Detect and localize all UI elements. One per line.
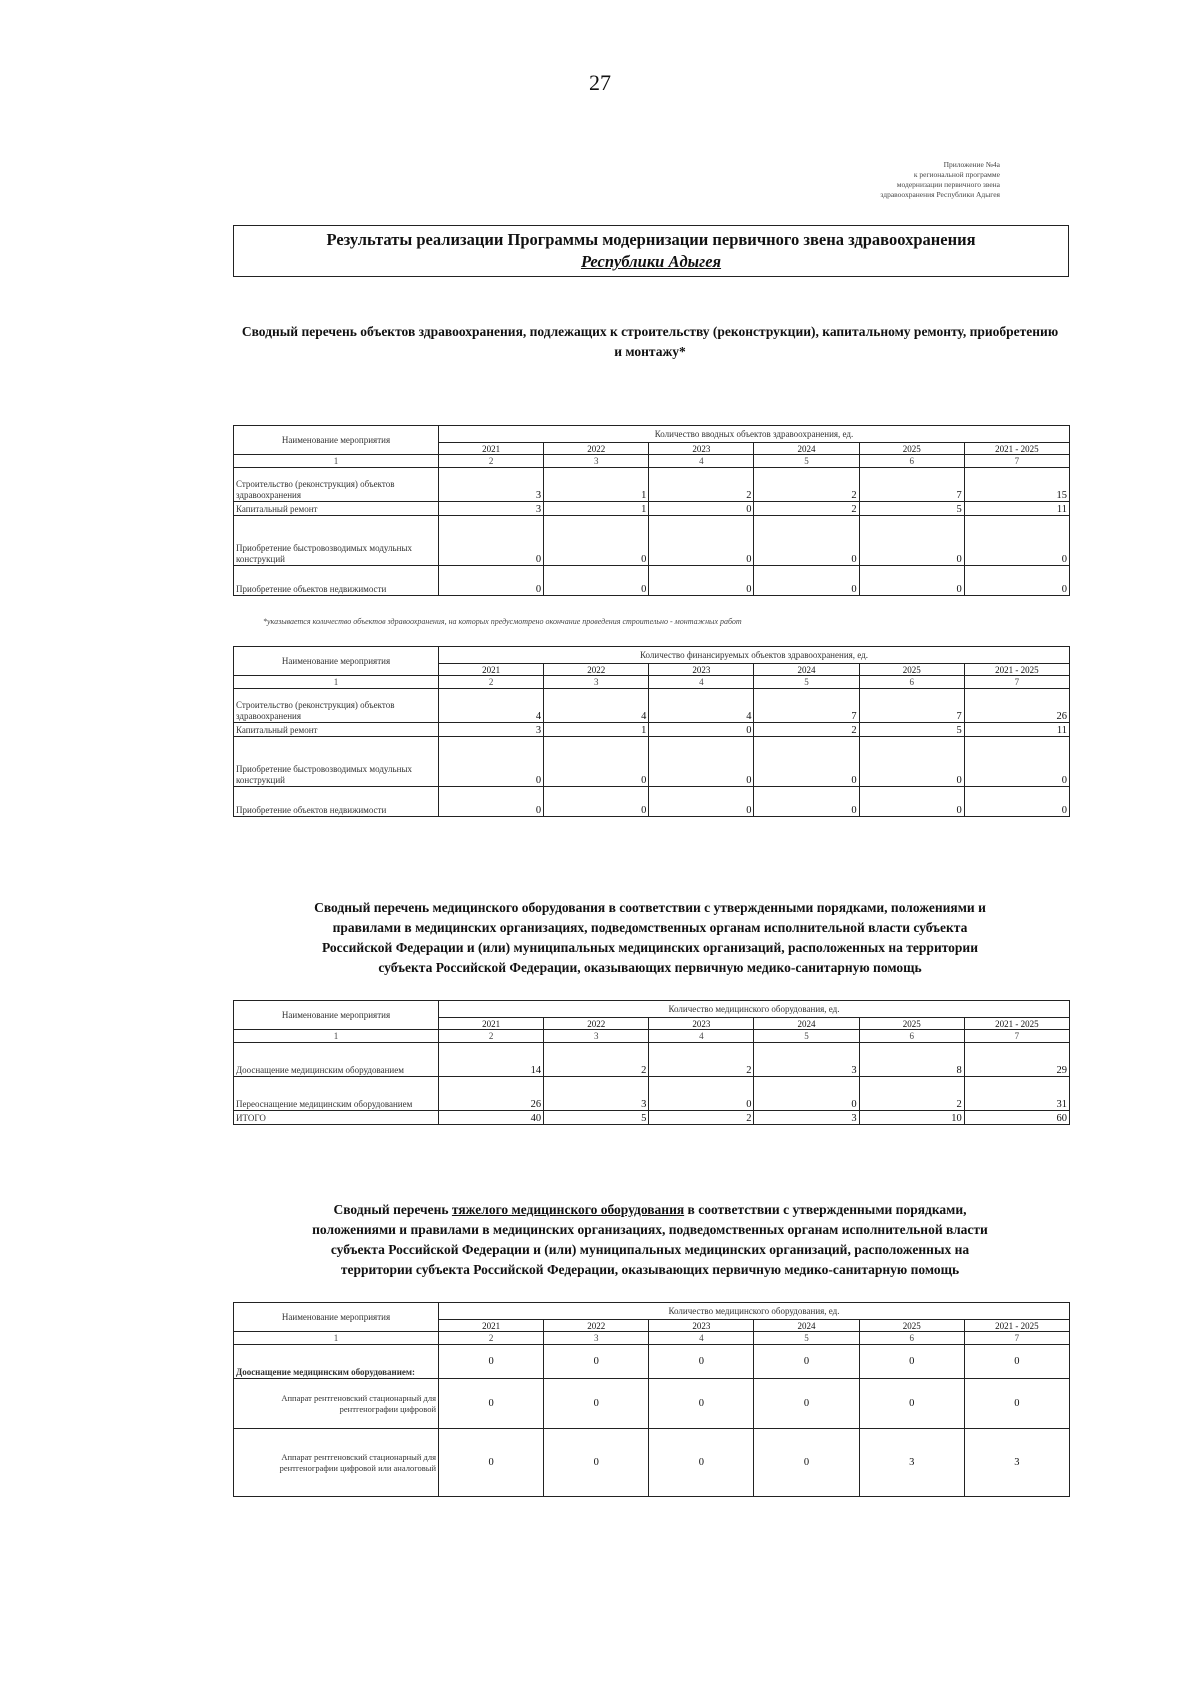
table-heavy-equipment: [233, 1302, 1070, 1497]
col-number: 4: [649, 455, 754, 468]
col-number: 3: [544, 1030, 649, 1043]
appendix-line: к региональной программе: [913, 170, 1000, 179]
year-cell: 2024: [754, 1319, 859, 1331]
col-header: Наименование мероприятия: [234, 647, 439, 676]
group-header: Количество медицинского оборудования, ед.: [439, 1001, 1070, 1018]
year-cell: 2024: [754, 663, 859, 675]
col-number: 6: [859, 676, 964, 689]
value-cell: 0: [859, 787, 964, 817]
col-number: 4: [649, 676, 754, 689]
col-number: 7: [964, 1332, 1069, 1345]
value-cell: 0: [754, 1429, 859, 1497]
col-number: 1: [234, 1332, 439, 1345]
value-cell: 3: [754, 1043, 859, 1077]
value-cell: 0: [859, 737, 964, 787]
year-cell: 2021: [439, 442, 544, 454]
col-number: 1: [234, 676, 439, 689]
value-cell: 0: [649, 502, 754, 516]
row-label: Аппарат рентгеновский стационарный для рентгенографии цифровой: [234, 1379, 439, 1429]
row-label: Приобретение объектов недвижимости: [234, 566, 439, 596]
col-number: 7: [964, 676, 1069, 689]
col-number: 5: [754, 1030, 859, 1043]
value-cell: 7: [859, 689, 964, 723]
heading-line: территории субъекта Российской Федерации, оказывающих первичную медико-санитарную помощь: [340, 1262, 960, 1277]
value-cell: 14: [439, 1043, 544, 1077]
value-cell: 11: [964, 502, 1069, 516]
value-cell: 1: [544, 723, 649, 737]
col-header: Наименование мероприятия: [234, 1001, 439, 1030]
value-cell: 0: [544, 737, 649, 787]
value-cell: 60: [964, 1111, 1069, 1125]
col-number: 5: [754, 455, 859, 468]
value-cell: 0: [439, 1345, 544, 1379]
table-row: [234, 737, 1070, 787]
value-cell: 0: [544, 1429, 649, 1497]
value-cell: 2: [754, 502, 859, 516]
row-label: Капитальный ремонт: [234, 502, 439, 516]
value-cell: 4: [439, 689, 544, 723]
year-cell: 2021: [439, 1017, 544, 1029]
col-number: 3: [544, 676, 649, 689]
row-label: Строительство (реконструкция) объектов здравоохранения: [234, 468, 439, 502]
value-cell: 0: [649, 566, 754, 596]
value-cell: 0: [649, 737, 754, 787]
value-cell: 0: [439, 787, 544, 817]
value-cell: 2: [754, 468, 859, 502]
value-cell: 26: [439, 1077, 544, 1111]
page-number: 27: [589, 70, 611, 95]
value-cell: 0: [754, 1077, 859, 1111]
row-label: Приобретение быстровозводимых модульных конструкций: [234, 737, 439, 787]
col-number: 6: [859, 1030, 964, 1043]
value-cell: 0: [964, 787, 1069, 817]
year-cell: 2023: [649, 442, 754, 454]
year-cell: 2021 - 2025: [964, 663, 1069, 675]
value-cell: 1: [544, 502, 649, 516]
year-cell: 2021 - 2025: [964, 442, 1069, 454]
value-cell: 0: [964, 1379, 1069, 1429]
value-cell: 1: [544, 468, 649, 502]
table-commissioned-objects: [233, 425, 1070, 596]
value-cell: 29: [964, 1043, 1069, 1077]
value-cell: 11: [964, 723, 1069, 737]
row-label: ИТОГО: [234, 1111, 439, 1125]
col-number: 2: [439, 1030, 544, 1043]
year-cell: 2024: [754, 1017, 859, 1029]
year-cell: 2022: [544, 442, 649, 454]
row-label: Строительство (реконструкция) объектов здравоохранения: [234, 689, 439, 723]
value-cell: 0: [544, 1345, 649, 1379]
year-cell: 2021 - 2025: [964, 1017, 1069, 1029]
value-cell: 0: [544, 1379, 649, 1429]
table-row: [234, 689, 1070, 723]
value-cell: 0: [964, 1345, 1069, 1379]
value-cell: 3: [439, 468, 544, 502]
value-cell: 0: [649, 723, 754, 737]
row-label: Переоснащение медицинским оборудованием: [234, 1077, 439, 1111]
value-cell: 26: [964, 689, 1069, 723]
value-cell: 10: [859, 1111, 964, 1125]
table-row: [234, 1077, 1070, 1111]
appendix-line: модернизации первичного звена: [896, 180, 1000, 189]
value-cell: 7: [859, 468, 964, 502]
heading-line: субъекта Российской Федерации и (или) муниципальных медицинских организаций, расположенных на: [330, 1242, 970, 1257]
row-label: Аппарат рентгеновский стационарный для рентгенографии цифровой или аналоговый: [234, 1429, 439, 1497]
appendix-block: [780, 160, 1000, 200]
year-cell: 2025: [859, 1319, 964, 1331]
value-cell: 0: [649, 1429, 754, 1497]
year-cell: 2023: [649, 663, 754, 675]
value-cell: 0: [754, 566, 859, 596]
value-cell: 2: [649, 468, 754, 502]
row-label: Дооснащение медицинским оборудованием:: [234, 1345, 439, 1379]
group-header: Количество вводных объектов здравоохранения, ед.: [439, 426, 1070, 443]
value-cell: 2: [544, 1043, 649, 1077]
year-cell: 2022: [544, 1319, 649, 1331]
year-cell: 2022: [544, 663, 649, 675]
col-number: 1: [234, 1030, 439, 1043]
row-label: Капитальный ремонт: [234, 723, 439, 737]
table-row: [234, 1043, 1070, 1077]
section2-heading: [220, 898, 1080, 978]
year-cell: 2023: [649, 1017, 754, 1029]
year-cell: 2021 - 2025: [964, 1319, 1069, 1331]
table-financed-objects: [233, 646, 1070, 817]
value-cell: 3: [964, 1429, 1069, 1497]
value-cell: 3: [544, 1077, 649, 1111]
table-row: [234, 787, 1070, 817]
col-number: 7: [964, 455, 1069, 468]
heading-text: Сводный перечень: [333, 1202, 452, 1217]
value-cell: 0: [649, 787, 754, 817]
col-number: 1: [234, 455, 439, 468]
col-header: Наименование мероприятия: [234, 1303, 439, 1332]
year-cell: 2021: [439, 1319, 544, 1331]
value-cell: 0: [964, 566, 1069, 596]
value-cell: 15: [964, 468, 1069, 502]
value-cell: 2: [649, 1043, 754, 1077]
row-label: Дооснащение медицинским оборудованием: [234, 1043, 439, 1077]
heading-line: Российской Федерации и (или) муниципальных медицинских организаций, расположенных на территории: [322, 940, 978, 955]
col-number: 2: [439, 1332, 544, 1345]
value-cell: 2: [649, 1111, 754, 1125]
col-number: 2: [439, 455, 544, 468]
col-number: 4: [649, 1030, 754, 1043]
value-cell: 2: [859, 1077, 964, 1111]
col-number: 2: [439, 676, 544, 689]
col-number: 6: [859, 455, 964, 468]
footnote: *указывается количество объектов здравоохранения, на которых предусмотрено окончание проведения строительно - монтажных работ: [263, 617, 742, 626]
value-cell: 0: [439, 1429, 544, 1497]
col-number: 7: [964, 1030, 1069, 1043]
table-row: [234, 1379, 1070, 1429]
section3-heading: [220, 1200, 1080, 1280]
value-cell: 7: [754, 689, 859, 723]
value-cell: 31: [964, 1077, 1069, 1111]
table-row: [234, 516, 1070, 566]
value-cell: 0: [859, 516, 964, 566]
value-cell: 8: [859, 1043, 964, 1077]
group-header: Количество финансируемых объектов здравоохранения, ед.: [439, 647, 1070, 664]
col-number: 3: [544, 455, 649, 468]
value-cell: 0: [544, 787, 649, 817]
row-label: Приобретение объектов недвижимости: [234, 787, 439, 817]
value-cell: 2: [754, 723, 859, 737]
table-medical-equipment: [233, 1000, 1070, 1125]
section1-heading: Сводный перечень объектов здравоохранения, подлежащих к строительству (реконструкции), капитальному ремонту, приобретению и монтажу*: [241, 324, 1059, 359]
value-cell: 5: [544, 1111, 649, 1125]
value-cell: 0: [964, 737, 1069, 787]
value-cell: 3: [439, 723, 544, 737]
value-cell: 40: [439, 1111, 544, 1125]
heading-line: положениями и правилами в медицинских организациях, подведомственных органам исполнительной власти: [312, 1222, 988, 1237]
value-cell: 0: [649, 516, 754, 566]
document-title-box: [233, 225, 1069, 277]
value-cell: 0: [754, 737, 859, 787]
appendix-line: Приложение №4а: [943, 160, 1000, 169]
document-title-region: Республики Адыгея: [580, 252, 722, 271]
row-label: Приобретение быстровозводимых модульных конструкций: [234, 516, 439, 566]
value-cell: 0: [439, 516, 544, 566]
col-number: 5: [754, 1332, 859, 1345]
value-cell: 0: [964, 516, 1069, 566]
col-header: Наименование мероприятия: [234, 426, 439, 455]
table-row: [234, 468, 1070, 502]
year-cell: 2025: [859, 1017, 964, 1029]
value-cell: 0: [754, 1379, 859, 1429]
value-cell: 5: [859, 723, 964, 737]
value-cell: 0: [754, 787, 859, 817]
col-number: 4: [649, 1332, 754, 1345]
col-number: 5: [754, 676, 859, 689]
table-row: [234, 1429, 1070, 1497]
value-cell: 0: [439, 1379, 544, 1429]
value-cell: 0: [544, 566, 649, 596]
table-row: [234, 723, 1070, 737]
value-cell: 0: [859, 1345, 964, 1379]
year-cell: 2024: [754, 442, 859, 454]
year-cell: 2021: [439, 663, 544, 675]
year-cell: 2025: [859, 442, 964, 454]
value-cell: 4: [649, 689, 754, 723]
value-cell: 0: [439, 737, 544, 787]
table-row: [234, 1111, 1070, 1125]
heading-line: Сводный перечень медицинского оборудования в соответствии с утвержденными порядками, положениями и: [314, 900, 986, 915]
table-row: [234, 502, 1070, 516]
document-title: Результаты реализации Программы модернизации первичного звена здравоохранения: [326, 230, 976, 249]
heading-line: правилами в медицинских организациях, подведомственных органам исполнительной власти субъекта: [332, 920, 968, 935]
col-number: 6: [859, 1332, 964, 1345]
value-cell: 0: [859, 566, 964, 596]
value-cell: 0: [754, 1345, 859, 1379]
table-row: [234, 1345, 1070, 1379]
year-cell: 2025: [859, 663, 964, 675]
value-cell: 0: [859, 1379, 964, 1429]
value-cell: 0: [754, 516, 859, 566]
value-cell: 0: [544, 516, 649, 566]
table-row: [234, 566, 1070, 596]
value-cell: 3: [754, 1111, 859, 1125]
heading-underlined: тяжелого медицинского оборудования: [451, 1202, 685, 1217]
year-cell: 2023: [649, 1319, 754, 1331]
value-cell: 0: [439, 566, 544, 596]
value-cell: 4: [544, 689, 649, 723]
value-cell: 5: [859, 502, 964, 516]
value-cell: 0: [649, 1077, 754, 1111]
value-cell: 3: [439, 502, 544, 516]
value-cell: 3: [859, 1429, 964, 1497]
col-number: 3: [544, 1332, 649, 1345]
group-header: Количество медицинского оборудования, ед.: [439, 1303, 1070, 1320]
value-cell: 0: [649, 1345, 754, 1379]
value-cell: 0: [649, 1379, 754, 1429]
appendix-line: здравоохранения Республики Адыгея: [880, 190, 1000, 199]
heading-line: субъекта Российской Федерации, оказывающих первичную медико-санитарную помощь: [378, 960, 922, 975]
heading-text: в соответствии с утвержденными порядками,: [684, 1202, 967, 1217]
year-cell: 2022: [544, 1017, 649, 1029]
